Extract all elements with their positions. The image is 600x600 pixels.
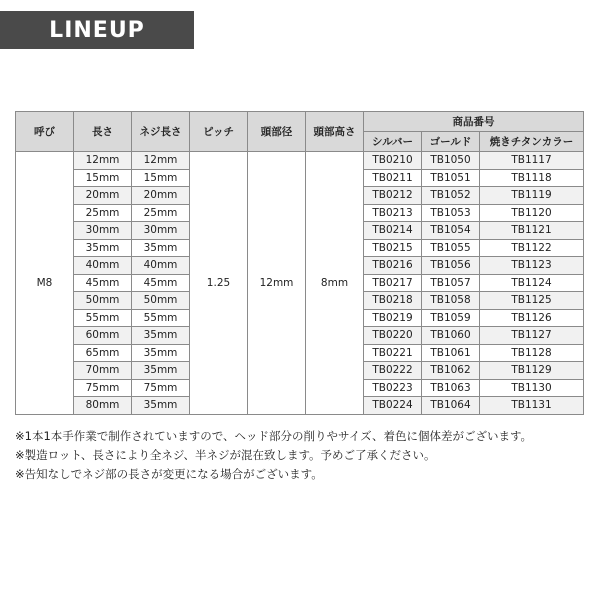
silver-code-cell: TB0223 — [364, 379, 422, 397]
header-head-height: 頭部高さ — [306, 112, 364, 152]
silver-code-cell: TB0224 — [364, 397, 422, 415]
silver-code-cell: TB0214 — [364, 222, 422, 240]
length-cell: 30mm — [74, 222, 132, 240]
length-cell: 65mm — [74, 344, 132, 362]
burnt-titanium-code-cell: TB1131 — [480, 397, 584, 415]
burnt-titanium-code-cell: TB1120 — [480, 204, 584, 222]
burnt-titanium-code-cell: TB1122 — [480, 239, 584, 257]
thread-length-cell: 35mm — [132, 397, 190, 415]
note-line: ※告知なしでネジ部の長さが変更になる場合がございます。 — [15, 467, 323, 481]
silver-code-cell: TB0222 — [364, 362, 422, 380]
thread-length-cell: 25mm — [132, 204, 190, 222]
header-length: 長さ — [74, 112, 132, 152]
gold-code-cell: TB1064 — [422, 397, 480, 415]
silver-code-cell: TB0215 — [364, 239, 422, 257]
length-cell: 80mm — [74, 397, 132, 415]
burnt-titanium-code-cell: TB1118 — [480, 169, 584, 187]
silver-code-cell: TB0217 — [364, 274, 422, 292]
silver-code-cell: TB0221 — [364, 344, 422, 362]
header-head-diameter: 頭部径 — [248, 112, 306, 152]
silver-code-cell: TB0216 — [364, 257, 422, 275]
gold-code-cell: TB1050 — [422, 152, 480, 170]
burnt-titanium-code-cell: TB1128 — [480, 344, 584, 362]
silver-code-cell: TB0211 — [364, 169, 422, 187]
table-row — [16, 152, 584, 170]
length-cell: 75mm — [74, 379, 132, 397]
length-cell: 35mm — [74, 239, 132, 257]
gold-code-cell: TB1053 — [422, 204, 480, 222]
thread-length-cell: 12mm — [132, 152, 190, 170]
table-body — [16, 152, 584, 415]
header-thread-length: ネジ長さ — [132, 112, 190, 152]
head-height-cell: 8mm — [306, 152, 364, 415]
length-cell: 55mm — [74, 309, 132, 327]
silver-code-cell: TB0218 — [364, 292, 422, 310]
thread-length-cell: 35mm — [132, 327, 190, 345]
thread-length-cell: 30mm — [132, 222, 190, 240]
length-cell: 40mm — [74, 257, 132, 275]
gold-code-cell: TB1051 — [422, 169, 480, 187]
gold-code-cell: TB1057 — [422, 274, 480, 292]
header-burnt-titanium: 焼きチタンカラー — [480, 132, 584, 152]
note-line: ※1本1本手作業で制作されていますので、ヘッド部分の削りやサイズ、着色に個体差がございます。 — [15, 429, 533, 443]
gold-code-cell: TB1056 — [422, 257, 480, 275]
burnt-titanium-code-cell: TB1125 — [480, 292, 584, 310]
note-line: ※製造ロット、長さにより全ネジ、半ネジが混在致します。予めご了承ください。 — [15, 448, 436, 462]
length-cell: 15mm — [74, 169, 132, 187]
lineup-title: LINEUP — [49, 17, 145, 43]
length-cell: 25mm — [74, 204, 132, 222]
length-cell: 20mm — [74, 187, 132, 205]
length-cell: 50mm — [74, 292, 132, 310]
lineup-table — [15, 111, 584, 415]
burnt-titanium-code-cell: TB1127 — [480, 327, 584, 345]
gold-code-cell: TB1054 — [422, 222, 480, 240]
thread-length-cell: 35mm — [132, 344, 190, 362]
burnt-titanium-code-cell: TB1119 — [480, 187, 584, 205]
length-cell: 12mm — [74, 152, 132, 170]
silver-code-cell: TB0219 — [364, 309, 422, 327]
silver-code-cell: TB0210 — [364, 152, 422, 170]
burnt-titanium-code-cell: TB1126 — [480, 309, 584, 327]
burnt-titanium-code-cell: TB1123 — [480, 257, 584, 275]
header-product-number: 商品番号 — [364, 112, 584, 132]
header-gold: ゴールド — [422, 132, 480, 152]
silver-code-cell: TB0212 — [364, 187, 422, 205]
burnt-titanium-code-cell: TB1117 — [480, 152, 584, 170]
burnt-titanium-code-cell: TB1121 — [480, 222, 584, 240]
notes — [15, 427, 595, 484]
thread-length-cell: 35mm — [132, 239, 190, 257]
thread-length-cell: 20mm — [132, 187, 190, 205]
thread-length-cell: 50mm — [132, 292, 190, 310]
thread-length-cell: 40mm — [132, 257, 190, 275]
header-pitch: ピッチ — [190, 112, 248, 152]
gold-code-cell: TB1061 — [422, 344, 480, 362]
thread-length-cell: 15mm — [132, 169, 190, 187]
gold-code-cell: TB1059 — [422, 309, 480, 327]
length-cell: 60mm — [74, 327, 132, 345]
header-nominal: 呼び — [16, 112, 74, 152]
pitch-cell: 1.25 — [190, 152, 248, 415]
silver-code-cell: TB0213 — [364, 204, 422, 222]
length-cell: 70mm — [74, 362, 132, 380]
silver-code-cell: TB0220 — [364, 327, 422, 345]
thread-length-cell: 75mm — [132, 379, 190, 397]
length-cell: 45mm — [74, 274, 132, 292]
thread-length-cell: 35mm — [132, 362, 190, 380]
gold-code-cell: TB1063 — [422, 379, 480, 397]
thread-length-cell: 55mm — [132, 309, 190, 327]
gold-code-cell: TB1052 — [422, 187, 480, 205]
gold-code-cell: TB1062 — [422, 362, 480, 380]
head-diameter-cell: 12mm — [248, 152, 306, 415]
burnt-titanium-code-cell: TB1129 — [480, 362, 584, 380]
thread-length-cell: 45mm — [132, 274, 190, 292]
lineup-banner — [0, 11, 194, 49]
nominal-cell: M8 — [16, 152, 74, 415]
gold-code-cell: TB1060 — [422, 327, 480, 345]
burnt-titanium-code-cell: TB1130 — [480, 379, 584, 397]
gold-code-cell: TB1055 — [422, 239, 480, 257]
burnt-titanium-code-cell: TB1124 — [480, 274, 584, 292]
gold-code-cell: TB1058 — [422, 292, 480, 310]
header-silver: シルバー — [364, 132, 422, 152]
